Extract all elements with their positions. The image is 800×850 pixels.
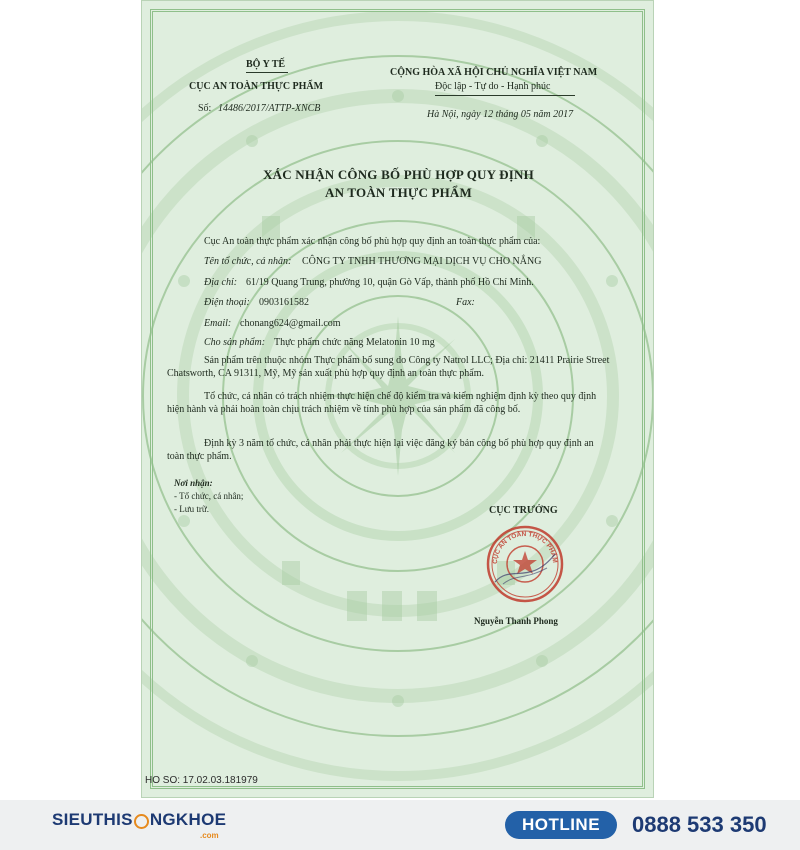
seal-text: CỤC AN TOÀN THỰC PHẨM (491, 530, 559, 565)
product-label: Cho sản phẩm: (204, 337, 266, 348)
brand-o-icon (134, 814, 149, 829)
country-name: CỘNG HÒA XÃ HỘI CHỦ NGHĨA VIỆT NAM (390, 67, 598, 78)
signer-title: CỤC TRƯỞNG (489, 505, 558, 516)
issue-date: Hà Nội, ngày 12 tháng 05 năm 2017 (427, 109, 574, 120)
doc-number-value: 14486/2017/ATTP-XNCB (218, 103, 321, 114)
official-seal (485, 524, 565, 604)
org-value: CÔNG TY TNHH THƯƠNG MẠI DỊCH VỤ CHO NẮNG (302, 256, 542, 267)
phone-label: Điện thoại: (204, 297, 250, 308)
email-label: Email: (204, 318, 232, 329)
phone-value: 0903161582 (259, 297, 309, 308)
recipients-label: Nơi nhận: (174, 478, 213, 488)
hotline-number[interactable]: 0888 533 350 (632, 812, 767, 837)
brand-suffix: NGKHOE (149, 810, 227, 829)
address-value: 61/19 Quang Trung, phường 10, quận Gò Vấp, thành phố Hồ Chí Minh. (246, 277, 534, 288)
hotline-badge[interactable]: HOTLINE (505, 811, 617, 839)
product-value: Thực phẩm chức năng Melatonin 10 mg (274, 337, 435, 348)
document-title-line2: AN TOÀN THỰC PHẨM (324, 185, 472, 200)
site-logo[interactable] (52, 810, 226, 830)
paragraph-renewal: Định kỳ 3 năm tổ chức, cá nhân phải thực hiện lại việc đăng ký bản công bố phù hợp quy định an toàn thực phẩm. (167, 438, 594, 462)
address-label: Địa chỉ: (204, 277, 238, 288)
paragraph-manufacturer: Sản phẩm trên thuộc nhóm Thực phẩm bổ sung do Công ty Natrol LLC; Địa chỉ: 21411 Prairie Street Chatsworth, CA 91311, Mỹ, Mỹ sản xuất phù hợp quy định an toàn thực phẩm. (167, 355, 610, 379)
file-code: HO SO: 17.02.03.181979 (145, 775, 258, 786)
ministry-name: BỘ Y TẾ (246, 59, 286, 70)
document-content (142, 1, 654, 798)
signer-name: Nguyễn Thanh Phong (474, 616, 558, 626)
department-name: CỤC AN TOÀN THỰC PHẨM (189, 81, 324, 92)
recipient-item-1: - Tổ chức, cá nhân; (174, 491, 244, 501)
org-label: Tên tổ chức, cá nhân: (204, 256, 292, 267)
fax-label: Fax: (456, 297, 475, 308)
email-value: chonang624@gmail.com (240, 318, 341, 329)
brand-prefix: SIEUTHIS (52, 810, 133, 829)
motto-underline (435, 95, 575, 96)
recipient-item-2: - Lưu trữ. (174, 504, 209, 514)
intro-text: Cục An toàn thực phẩm xác nhận công bố phù hợp quy định an toàn thực phẩm của: (204, 236, 541, 247)
brand-domain: .com (200, 831, 219, 840)
certificate-document (141, 0, 654, 798)
national-motto: Độc lập - Tự do - Hạnh phúc (435, 81, 551, 92)
doc-number-label: Số: (198, 103, 212, 114)
ministry-underline (246, 72, 288, 73)
paragraph-responsibility: Tổ chức, cá nhân có trách nhiệm thực hiện chế độ kiểm tra và kiểm nghiệm định kỳ theo quy định hiện hành và phải hoàn toàn chịu trách nhiệm về tính phù hợp của sản phẩm đã công bố. (167, 391, 597, 415)
document-title-line1: XÁC NHẬN CÔNG BỐ PHÙ HỢP QUY ĐỊNH (263, 167, 534, 182)
